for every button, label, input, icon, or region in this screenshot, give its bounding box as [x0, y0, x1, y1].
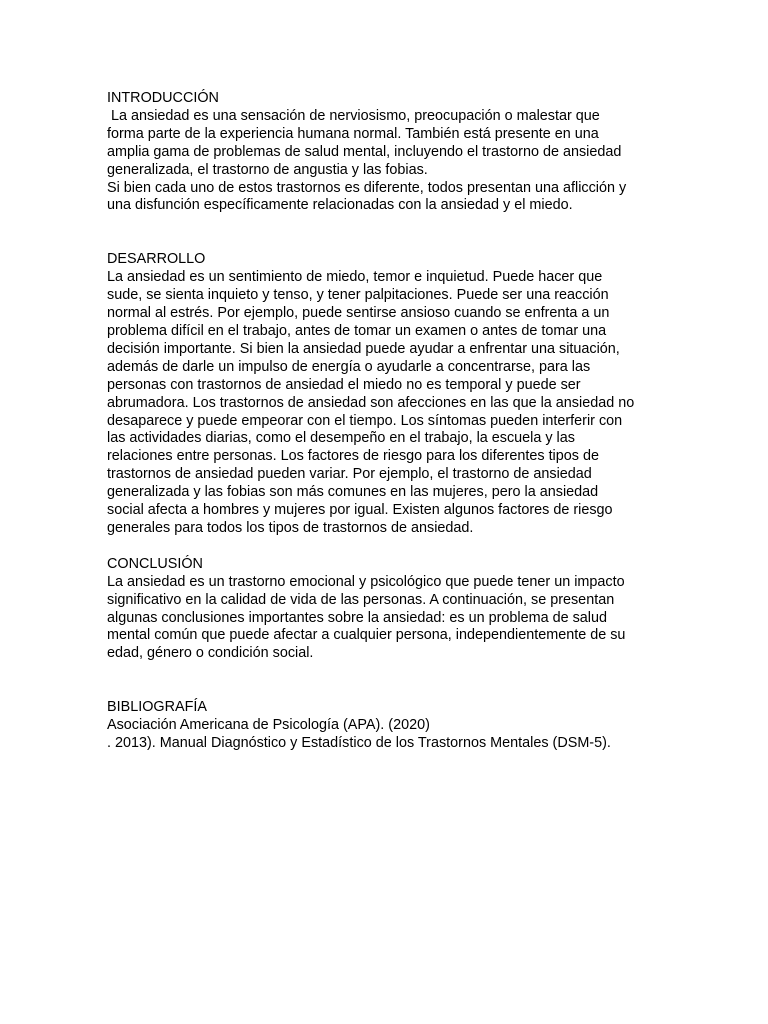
paragraph-line: La ansiedad es un sentimiento de miedo, temor e inquietud. Puede hacer que	[107, 269, 603, 286]
paragraph-line: abrumadora. Los trastornos de ansiedad son afecciones en las que la ansiedad no	[107, 394, 635, 411]
paragraph-line: una disfunción específicamente relacionadas con la ansiedad y el miedo.	[107, 197, 573, 214]
paragraph-line: trastornos de ansiedad pueden variar. Por ejemplo, el trastorno de ansiedad	[107, 466, 592, 483]
paragraph-line: La ansiedad es una sensación de nerviosismo, preocupación o malestar que	[107, 107, 600, 124]
paragraph-line: las actividades diarias, como el desempeño en el trabajo, la escuela y las	[107, 430, 575, 447]
paragraph-line: sude, se sienta inquieto y tenso, y tener palpitaciones. Puede ser una reacción	[107, 287, 609, 304]
bibliography-heading: BIBLIOGRAFÍA	[107, 699, 207, 716]
paragraph-line: generalizada y las fobias son más comunes en las mujeres, pero la ansiedad	[107, 484, 599, 501]
paragraph-line: algunas conclusiones importantes sobre la ansiedad: es un problema de salud	[107, 609, 607, 626]
paragraph-line: generalizada, el trastorno de angustia y las fobias.	[107, 161, 428, 178]
introduction-section	[107, 90, 667, 215]
paragraph-line: La ansiedad es un trastorno emocional y psicológico que puede tener un impacto	[107, 573, 625, 590]
conclusion-section	[107, 556, 667, 663]
paragraph-line: Si bien cada uno de estos trastornos es diferente, todos presentan una aflicción y	[107, 179, 627, 196]
paragraph-line: mental común que puede afectar a cualquier persona, independientemente de su	[107, 627, 626, 644]
bibliography-entry: . 2013). Manual Diagnóstico y Estadístico de los Trastornos Mentales (DSM-5).	[107, 735, 611, 752]
paragraph-line: edad, género o condición social.	[107, 645, 314, 662]
paragraph-line: problema difícil en el trabajo, antes de tomar un examen o antes de tomar una	[107, 322, 607, 339]
paragraph-line: amplia gama de problemas de salud mental, incluyendo el trastorno de ansiedad	[107, 143, 622, 160]
paragraph-line: relaciones entre personas. Los factores de riesgo para los diferentes tipos de	[107, 448, 599, 465]
paragraph-line: generales para todos los tipos de trastornos de ansiedad.	[107, 519, 474, 536]
paragraph-line: normal al estrés. Por ejemplo, puede sentirse ansioso cuando se enfrenta a un	[107, 305, 610, 322]
document-page	[107, 90, 667, 753]
bibliography-section	[107, 699, 667, 753]
paragraph-line: social afecta a hombres y mujeres por igual. Existen algunos factores de riesgo	[107, 502, 613, 519]
development-section	[107, 251, 667, 538]
conclusion-heading: CONCLUSIÓN	[107, 555, 203, 572]
paragraph-line: además de darle un impulso de energía o ayudarle a concentrarse, para las	[107, 358, 591, 375]
bibliography-entry: Asociación Americana de Psicología (APA). (2020)	[107, 717, 430, 734]
paragraph-line: significativo en la calidad de vida de las personas. A continuación, se presentan	[107, 591, 615, 608]
paragraph-line: personas con trastornos de ansiedad el miedo no es temporal y puede ser	[107, 376, 581, 393]
introduction-heading: INTRODUCCIÓN	[107, 90, 219, 106]
development-heading: DESARROLLO	[107, 251, 206, 268]
paragraph-line: decisión importante. Si bien la ansiedad puede ayudar a enfrentar una situación,	[107, 340, 620, 357]
paragraph-line: desaparece y puede empeorar con el tiempo. Los síntomas pueden interferir con	[107, 412, 623, 429]
paragraph-line: forma parte de la experiencia humana normal. También está presente en una	[107, 125, 599, 142]
